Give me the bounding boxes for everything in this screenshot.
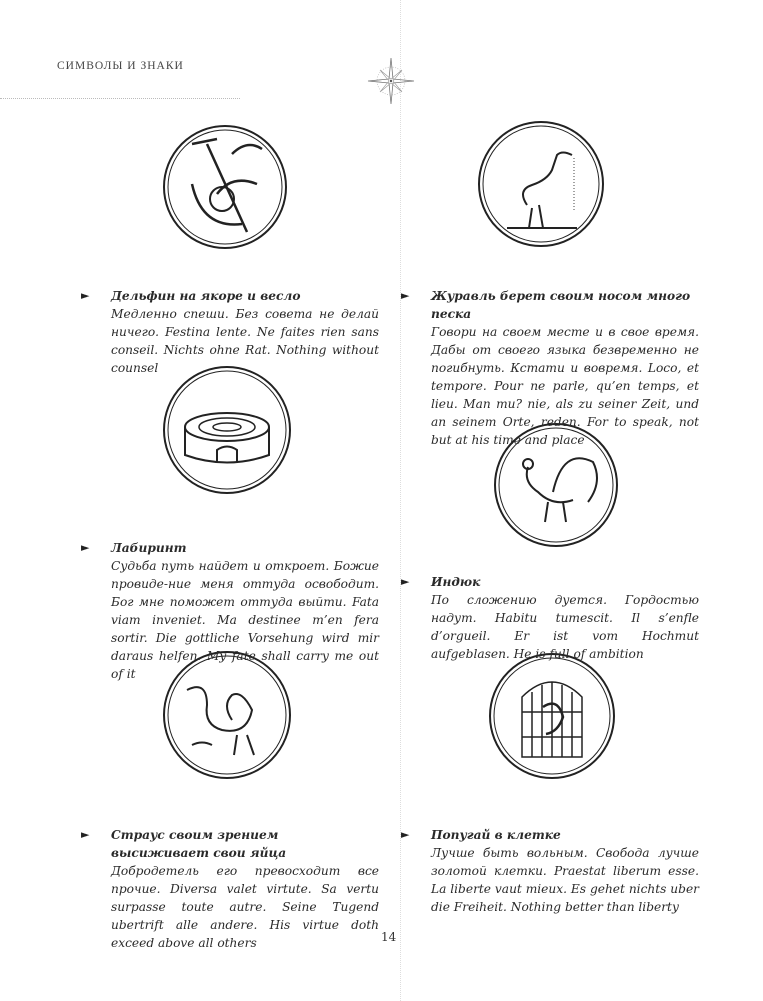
entry-body: Говори на своем месте и в свое время. Дабы от своего языка безвременно не погибнуть. Кстати и вовремя. Loco, et tempore. Pour ne parle, qu’en temps, et lieu. Man mu? nie, als zu seiner Zeit, und an seinem Orte, reden. For to speak, not but at his time and place: [431, 325, 699, 447]
entry-body: Медленно спеши. Без совета не делай ничего. Festina lente. Ne faites rien sans conseil. Nichts ohne Rat. Nothing without counsel: [111, 307, 379, 375]
labyrinth-emblem: [162, 365, 292, 495]
dolphin-anchor-emblem: [162, 124, 288, 250]
emblem-entry: [401, 287, 699, 449]
entry-title: Индюк: [431, 575, 481, 589]
bullet-icon: ►: [401, 828, 410, 841]
entry-body: По сложению дуется. Гордостью надут. Habitu tumescit. Il s’enfle d’orgueil. Er ist vom Hochmut aufgeblasen. He is full of ambition: [431, 593, 699, 661]
running-header: СИМВОЛЫ И ЗНАКИ: [57, 60, 184, 72]
entry-title: Попугай в клетке: [431, 828, 561, 842]
parrot-cage-emblem: [488, 652, 616, 780]
crane-emblem: [477, 120, 605, 248]
compass-rose-icon: [366, 56, 416, 106]
bullet-icon: ►: [81, 828, 90, 841]
emblem-entry: [81, 539, 379, 683]
bullet-icon: ►: [81, 541, 90, 554]
entry-title: Страус своим зрением высиживает свои яйца: [111, 828, 287, 860]
entry-body: Лучше быть вольным. Свобода лучше золотой клетки. Praestat liberum esse. La liberte vaut mieux. Es gehet nichts uber die Freiheit. Nothing better than liberty: [431, 846, 699, 914]
center-dotted-rule: [400, 0, 401, 1001]
entry-title: Лабиринт: [111, 541, 187, 555]
emblem-entry: [81, 826, 379, 952]
entry-title: Журавль берет своим носом много песка: [431, 289, 691, 321]
bullet-icon: ►: [401, 575, 410, 588]
emblem-entry: [401, 826, 699, 916]
emblem-entry: [81, 287, 379, 377]
header-dotted-rule: [0, 98, 240, 99]
entry-body: Судьба путь найдет и откроет. Божие провиде-ние меня оттуда освободит. Бог мне поможет оттуда выйти. Fata viam inveniet. Ma destinee m’en fera sortir. Die gottliche Vorsehung wird mir daraus helfen. My fate shall carry me out of it: [111, 559, 379, 681]
bullet-icon: ►: [81, 289, 90, 302]
page-number: 14: [381, 930, 397, 944]
entry-title: Дельфин на якоре и весло: [111, 289, 301, 303]
bullet-icon: ►: [401, 289, 410, 302]
emblem-entry: [401, 573, 699, 663]
entry-body: Добродетель его превосходит все прочие. Diversa valet virtute. Sa vertu surpasse toute autre. Seine Tugend ubertrift alle andere. His virtue doth exceed above all others: [111, 864, 379, 950]
